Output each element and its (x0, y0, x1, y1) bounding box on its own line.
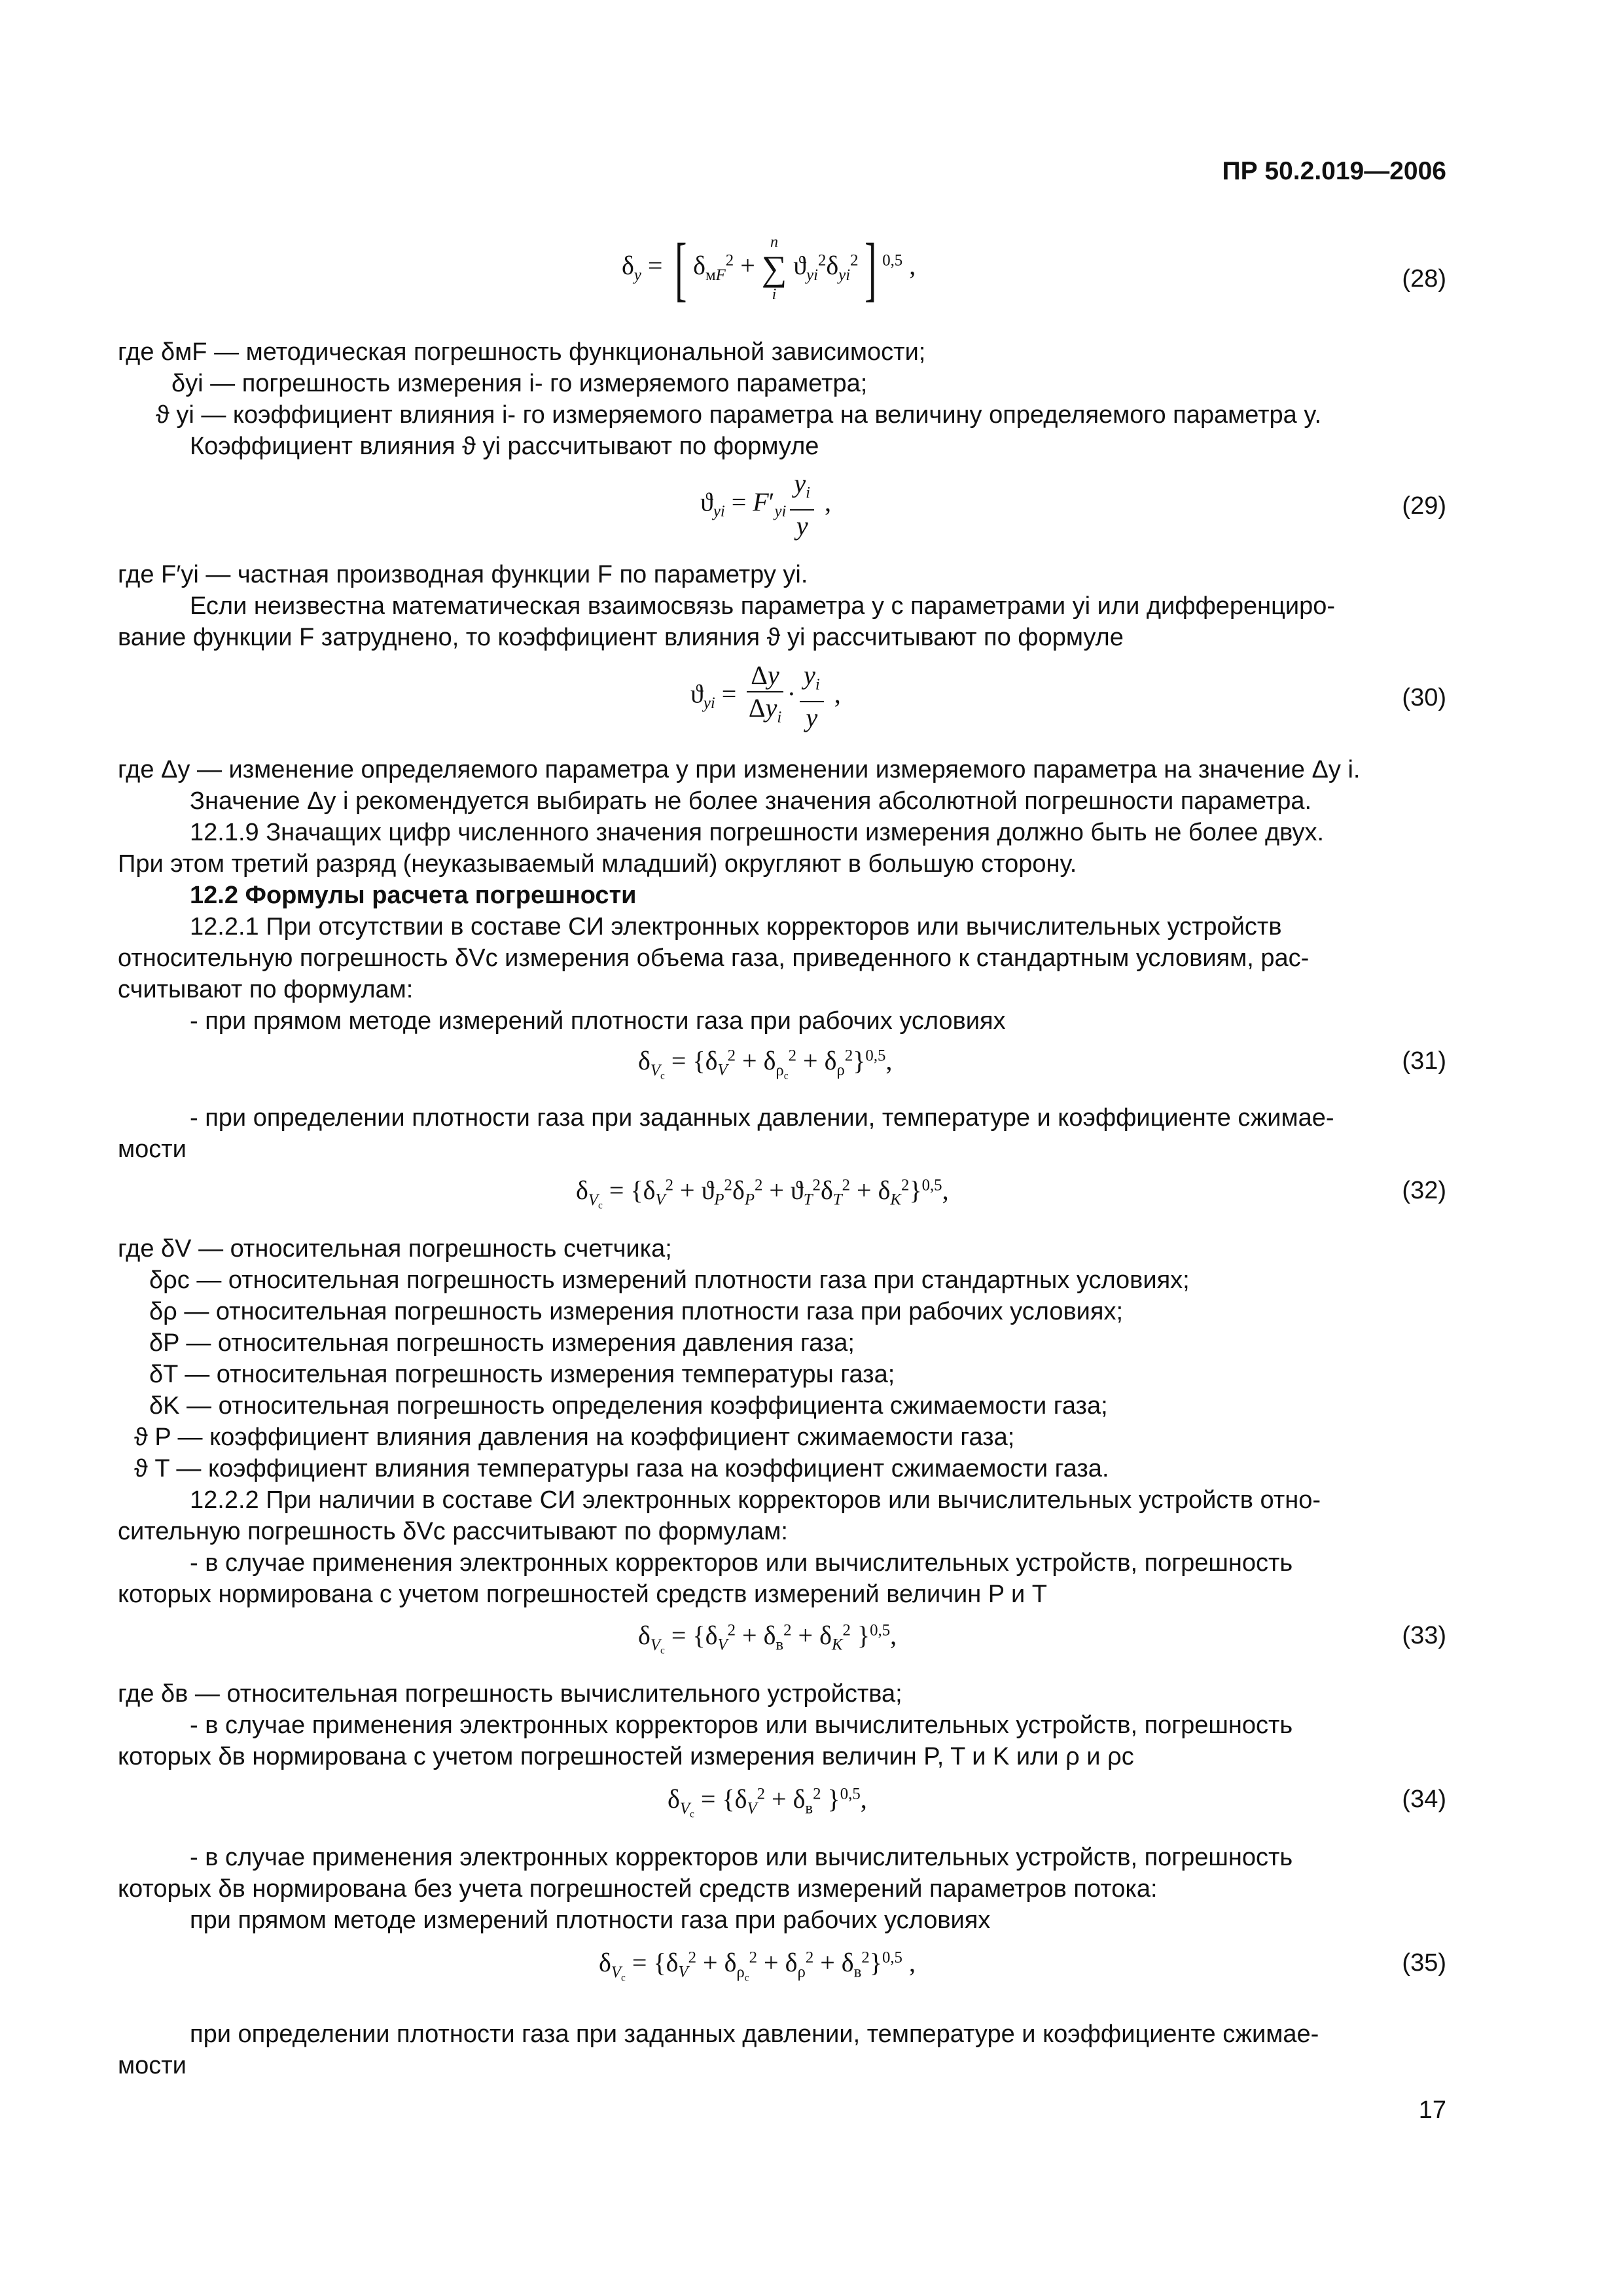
text-line: 12.2.2 При наличии в составе СИ электронных корректоров или вычислительных устройств отно- (190, 1486, 1321, 1514)
formula-35: $\delta_{V_c} = \{\delta_V^2 + \delta_{\rho_c}^2 + \delta_\rho^2 + \delta_в^2\}^{0,5}$ , (599, 1948, 916, 1984)
text-line: 12.1.9 Значащих цифр численного значения погрешности измерения должно быть не более двух. (190, 819, 1325, 846)
text-line: δρ — относительная погрешность измерения плотности газа при рабочих условиях; (149, 1298, 1124, 1325)
equation-number-29: (29) (1402, 492, 1446, 520)
equation-number-31: (31) (1402, 1047, 1446, 1075)
formula-29: $ϑ_{yi} = F'_{yi}$ $\frac{y_i}{y}$ , (700, 469, 832, 541)
page-number: 17 (1418, 2096, 1446, 2124)
text-line: ϑ P — коэффициент влияния давления на коэффициент сжимаемости газа; (134, 1424, 1015, 1451)
equation-number-34: (34) (1402, 1785, 1446, 1813)
text-line: которых δв нормирована без учета погрешностей средств измерений параметров потока: (118, 1875, 1158, 1903)
text-line: δT — относительная погрешность измерения температуры газа; (149, 1361, 895, 1388)
text-line: - в случае применения электронных корректоров или вычислительных устройств, погрешность (190, 1549, 1293, 1577)
formula-34: $\delta_{V_c} = \{\delta_V^2 + \delta_в^2$ }$^{0,5}$, (668, 1784, 867, 1820)
text-line: которых нормирована с учетом погрешностей средств измерений величин P и T (118, 1581, 1048, 1608)
formula-28: $\delta_y$ = [ $\delta_{мF}^2$ + n ∑ i $ϑ_{yi}^2\delta_{yi}^2$] $^{0,5}$ , (622, 228, 916, 308)
text-line: - при прямом методе измерений плотности газа при рабочих условиях (190, 1007, 1006, 1035)
text-line: Значение Δy i рекомендуется выбирать не более значения абсолютной погрешности параметра. (190, 787, 1312, 815)
section-heading: 12.2 Формулы расчета погрешности (190, 882, 637, 909)
text-line: Если неизвестна математическая взаимосвязь параметра y с параметрами yi или дифференциро- (190, 592, 1336, 620)
text-line: где δв — относительная погрешность вычислительного устройства; (118, 1680, 902, 1708)
text-line: - в случае применения электронных корректоров или вычислительных устройств, погрешность (190, 1712, 1293, 1739)
equation-number-33: (33) (1402, 1622, 1446, 1649)
text-line: мости (118, 2052, 187, 2079)
text-line: сительную погрешность δVc рассчитывают по формулам: (118, 1518, 788, 1545)
text-line: мости (118, 1136, 187, 1163)
text-line: считывают по формулам: (118, 976, 414, 1003)
text-line: 12.2.1 При отсутствии в составе СИ электронных корректоров или вычислительных устройств (190, 913, 1282, 941)
text-line: относительную погрешность δVc измерения объема газа, приведенного к стандартным условиям, рас- (118, 944, 1310, 972)
text-line: вание функции F затруднено, то коэффициент влияния ϑ yi рассчитывают по формуле (118, 624, 1124, 651)
formula-32: $\delta_{V_c} = \{\delta_V^2 + ϑ_P^2\delta_P^2 + ϑ_T^2\delta_T^2 + \delta_K^2\}^{0,5}$, (576, 1175, 949, 1211)
text-line: δK — относительная погрешность определения коэффициента сжимаемости газа; (149, 1392, 1108, 1420)
text-line: - при определении плотности газа при заданных давлении, температуре и коэффициенте сжимае- (190, 1104, 1334, 1132)
formula-33: $\delta_{V_c} = \{\delta_V^2 + \delta_в^2 + \delta_K^2$ }$^{0,5}$, (638, 1621, 897, 1657)
formula-30: $ϑ_{yi}$ = Δy $\Delta y_i$ · $\frac{y_i}{y}$ , (690, 660, 841, 732)
text-line: При этом третий разряд (неуказываемый младший) округляют в большую сторону. (118, 850, 1077, 878)
text-line: δyi — погрешность измерения i- го измеряемого параметра; (171, 370, 868, 397)
text-line: δP — относительная погрешность измерения давления газа; (149, 1329, 855, 1357)
text-line: Коэффициент влияния ϑ yi рассчитывают по формуле (190, 433, 819, 460)
text-line: где δV — относительная погрешность счетчика; (118, 1235, 672, 1263)
formula-31: $\delta_{V_c} = \{\delta_V^2 + \delta_{\rho_c}^2 + \delta_\rho^2\}^{0,5}$, (638, 1046, 893, 1082)
equation-number-28: (28) (1402, 265, 1446, 293)
equation-number-30: (30) (1402, 684, 1446, 711)
text-line: где δмF — методическая погрешность функциональной зависимости; (118, 338, 926, 366)
text-line: - в случае применения электронных корректоров или вычислительных устройств, погрешность (190, 1844, 1293, 1871)
text-line: ϑ yi — коэффициент влияния i- го измеряемого параметра на величину определяемого параметра y. (156, 401, 1322, 429)
text-line: δρc — относительная погрешность измерений плотности газа при стандартных условиях; (149, 1266, 1190, 1294)
text-line: где F′yi — частная производная функции F по параметру yi. (118, 561, 808, 588)
text-line: ϑ T — коэффициент влияния температуры газа на коэффициент сжимаемости газа. (134, 1455, 1109, 1482)
text-line: при прямом методе измерений плотности газа при рабочих условиях (190, 1907, 991, 1934)
text-line: при определении плотности газа при заданных давлении, температуре и коэффициенте сжимае- (190, 2020, 1319, 2048)
text-line: где Δy — изменение определяемого параметра y при изменении измеряемого параметра на значение Δy i. (118, 756, 1361, 783)
equation-number-35: (35) (1402, 1949, 1446, 1977)
text-line: которых δв нормирована с учетом погрешностей измерения величин P, T и K или ρ и ρc (118, 1743, 1134, 1770)
equation-number-32: (32) (1402, 1177, 1446, 1204)
document-header: ПР 50.2.019—2006 (1222, 157, 1446, 185)
